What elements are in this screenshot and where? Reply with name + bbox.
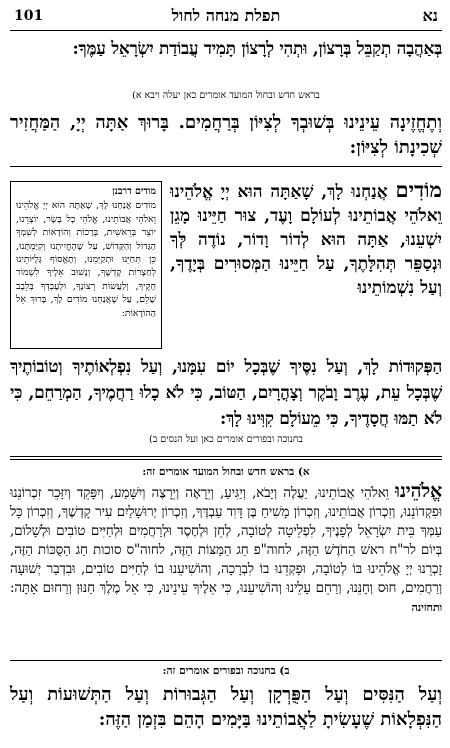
yaaleh-heading [10, 466, 442, 478]
modim-paragraph [170, 178, 442, 300]
siddur-page [10, 6, 442, 742]
modim-derabanan-box [10, 181, 162, 349]
modim-continuation [10, 354, 442, 432]
yaaleh-text: וֵאלֹהֵי אֲבוֹתֵינוּ, יַעֲלֶה וְיָבֹא, וְיַגִּיעַ, וְיֵרָאֶה וְיֵרָצֶה וְיִשָּׁמַע, וְיִפָּקֵד וְיִזָּכֵר זִכְרוֹנֵנוּ וּפִקְדוֹנֵנוּ, וְזִכְרוֹן אֲבוֹתֵינוּ, וְזִכְרוֹן מָשִׁיחַ בֶּן דָּוִד עַבְדֶּךָ, וְזִכְרוֹן יְרוּשָׁלַיִם עִיר קָדְשֶׁךָ, וְזִכְרוֹן כָּל עַמְּךָ בֵּית יִשְׂרָאֵל לְפָנֶיךָ, לִפְלֵיטָה לְטוֹבָה, לְחֵן וּלְחֶסֶד וּלְרַחֲמִים וּלְחַיִּים טוֹבִים וּלְשָׁלוֹם, בְּיוֹם לר"ח ראשׁ הַחֹדֶשׁ הַזֶּה, לחוה"פ חַג הַמַּצּוֹת הַזֶּה, לחוה"ס סוכות חַג הַסֻּכּוֹת הַזֶּה, זָכְרֵנוּ יְיָ אֱלֹהֵינוּ בּוֹ לְטוֹבָה, וּפָקְדֵנוּ בוֹ לִבְרָכָה, וְהוֹשִׁיעֵנוּ בוֹ לְחַיִּים טוֹבִים, וּבִדְבַר יְשׁוּעָה וְרַחֲמִים, חוּס וְחָנֵּנוּ, וְרַחֵם עָלֵינוּ וְהוֹשִׁיעֵנוּ, כִּי אֵלֶיךָ עֵינֵינוּ, כִּי אֵל מֶלֶךְ חַנּוּן וְרַחוּם אָתָּה: [10, 485, 442, 596]
divider-before-modim [10, 166, 442, 167]
modim-derabanan-title: מודים דרבנן [112, 186, 156, 197]
modim-derabanan-text: מוֹדִים אֲנַחְנוּ לָךְ, שָׁאַתָּה הוּא יְיָ אֱלֹהֵינוּ וֵאלֹהֵי אֲבוֹתֵינוּ, אֱלֹהֵי כָל בָּשָׂר, יוֹצְרֵנוּ, יוֹצֵר בְּרֵאשִׁית, בְּרָכוֹת וְהוֹדָאוֹת לְשִׁמְךָ הַגָּדוֹל וְהַקָּדוֹשׁ, עַל שֶׁהֶחֱיִיתָנוּ וְקִיַּמְתָּנוּ, כֵּן תְּחַיֵּנוּ וּתְקַיְּמֵנוּ, וְתֶאֱסוֹף גָּלֻיּוֹתֵינוּ לְחַצְרוֹת קָדְשֶׁךָ, וְנָשׁוּב אֵלֶיךָ לִשְׁמוֹר חֻקֶּיךָ, וְלַעֲשׂוֹת רְצוֹנֶךָ, וּלְעָבְדְךָ בְּלֵבָב שָׁלֵם, עַל שֶׁאֲנַחְנוּ מוֹדִים לָךְ, בָּרוּךְ אֵל הַהוֹדָאוֹת: [16, 200, 156, 319]
yaaleh-instruction [10, 90, 442, 101]
al-hanisim-text: וְעַל הַנִּסִּים וְעַל הַפֻּרְקָן וְעַל הַגְּבוּרוֹת וְעַל הַתְּשׁוּעוֹת וְעַל הַנִּפְלָאוֹת שֶׁעָשִׂיתָ לַאֲבוֹתֵינוּ בַּיָּמִים הָהֵם בִּזְמַן הַזֶּה: [10, 684, 442, 730]
page-number: 101 [14, 8, 44, 24]
al-hanisim-heading-text: ב) בחנוכה ובפורים אומרים זה: [162, 665, 290, 677]
vetechezena-paragraph [10, 110, 442, 160]
modim-text: אֲנַחְנוּ לָךְ, שָׁאַתָּה הוּא יְיָ אֱלֹהֵינוּ וֵאלֹהֵי אֲבוֹתֵינוּ לְעוֹלָם וָעֶד, צוּר חַיֵּינוּ מָגֵן יִשְׁעֵנוּ, אַתָּה הוּא לְדוֹר וָדוֹר, נוֹדֶה לְּךָ וּנְסַפֵּר תְּהִלָּתֶךָ, עַל חַיֵּינוּ הַמְּסוּרִים בְּיָדֶךָ, וְעַל נִשְׁמוֹתֵינוּ [170, 182, 442, 298]
yaaleh-instruction-text: בראש חדש ובחול המועד אומרים כאן יעלה ויבא א) [132, 90, 320, 101]
retzei-ending-text: בְּאַהֲבָה תְקַבֵּל בְּרָצוֹן, וּתְהִי לְרָצוֹן תָּמִיד עֲבוֹדַת יִשְׂרָאֵל עַמֶּךָ: [72, 39, 442, 59]
modim-continuation-text: הַפְּקוּדוֹת לָךְ, וְעַל נִסֶּיךָ שֶׁבְּכָל יוֹם עִמָּנוּ, וְעַל נִפְלְאוֹתֶיךָ וְטוֹבוֹתֶיךָ שֶׁבְּכָל עֵת, עֶרֶב וָבֹקֶר וְצָהֳרָיִם, הַטּוֹב, כִּי לֹא כָלוּ רַחֲמֶיךָ, הַמְרַחֵם, כִּי לֹא תַמּוּ חֲסָדֶיךָ, כִּי מֵעוֹלָם קִוִּינוּ לָךְ: [10, 357, 442, 429]
hebrew-page-number: נא [422, 6, 438, 25]
chanukah-instruction [10, 434, 442, 445]
yaaleh-lead-word: אֱלֹהֵינוּ [395, 480, 442, 502]
page-title: תפלת מנחה לחול [171, 6, 281, 25]
yaaleh-heading-text: א) בראש חדש ובחול המועד אומרים זה: [142, 466, 310, 478]
vetechezena-text: וְתֶחֱזֶינָה עֵינֵינוּ בְּשׁוּבְךָ לְצִיּוֹן בְּרַחֲמִים. בָּרוּךְ אַתָּה יְיָ, הַמַּחֲזִיר שְׁכִינָתוֹ לְצִיּוֹן: [10, 112, 442, 158]
yaaleh-veyavo-paragraph [10, 482, 442, 617]
section-divider [10, 456, 442, 457]
retzei-ending [10, 36, 442, 62]
modim-lead-word: מוֹדִים [395, 177, 443, 202]
return-marker: ותחזינה [411, 601, 442, 614]
al-hanisim-heading [10, 665, 442, 677]
header-rule [10, 30, 442, 31]
divider-before-al-hanisim [10, 660, 442, 661]
chanukah-instruction-text: בחנוכה ובפורים אומרים כאן ועל הנסים ב) [149, 434, 303, 445]
al-hanisim-paragraph [10, 682, 442, 732]
page-header [10, 6, 442, 28]
